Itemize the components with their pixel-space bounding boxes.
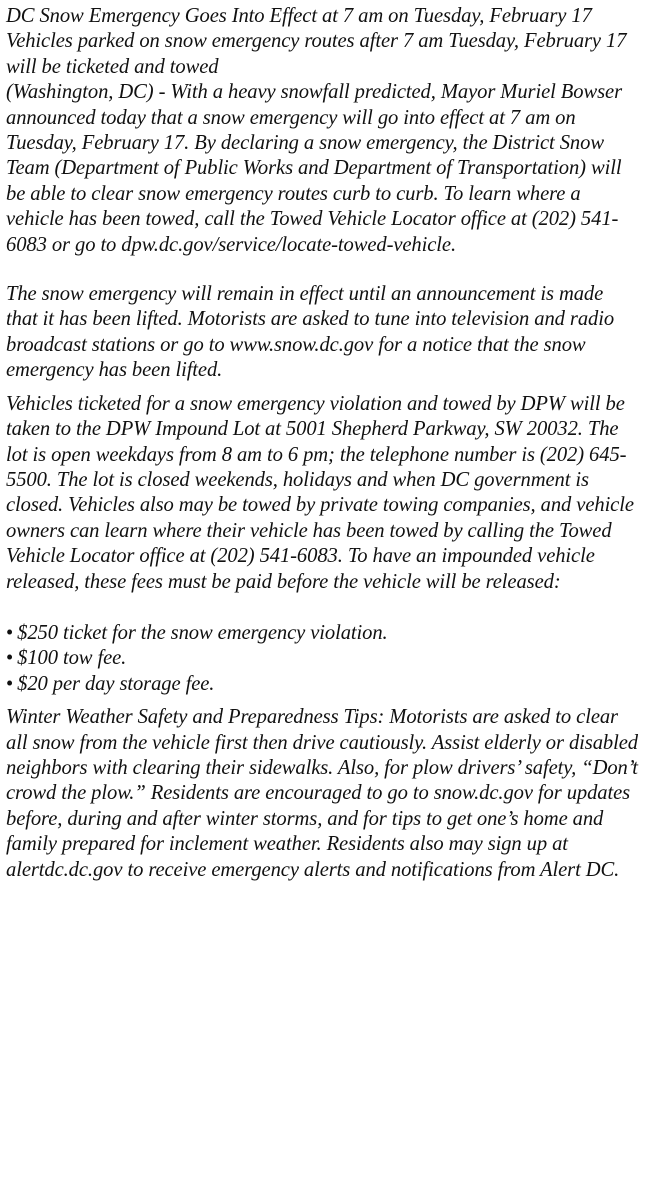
list-item xyxy=(6,621,638,646)
list-item xyxy=(6,672,638,697)
intro-paragraph: (Washington, DC) - With a heavy snowfall predicted, Mayor Muriel Bowser announced today that a snow emergency will go into effect at 7 am on Tuesday, February 17. By declaring a snow emergency, the District Snow Team (Department of Public Works and Department of Transportation) will be able to clear snow emergency routes curb to curb. To learn where a vehicle has been towed, call the Towed Vehicle Locator office at (202) 541-6083 or go to dpw.dc.gov/service/locate-towed-vehicle. xyxy=(6,81,622,256)
safety-tips-paragraph: Winter Weather Safety and Preparedness Tips: Motorists are asked to clear all snow from the vehicle first then drive cautiously. Assist elderly or disabled neighbors with clearing their sidewalks. Also, for plow drivers’ safety, “Don’t crowd the plow.” Residents are encouraged to go to snow.dc.gov for updates before, during and after winter storms, and for tips to get one’s home and family prepared for inclement weather. Residents also may sign up at alertdc.dc.gov to receive emergency alerts and notifications from Alert DC. xyxy=(6,706,638,881)
subheadline: Vehicles parked on snow emergency routes after 7 am Tuesday, February 17 will be ticketed and towed xyxy=(6,30,627,78)
impound-paragraph: Vehicles ticketed for a snow emergency violation and towed by DPW will be taken to the DPW Impound Lot at 5001 Shepherd Parkway, SW 20032. The lot is open weekdays from 8 am to 6 pm; the telephone number is (202) 645-5500. The lot is closed weekends, holidays and when DC government is closed. Vehicles also may be towed by private towing companies, and vehicle owners can learn where their vehicle has been towed by calling the Towed Vehicle Locator office at (202) 541-6083. To have an impounded vehicle released, these fees must be paid before the vehicle will be released: xyxy=(6,392,634,593)
bullet-icon: • xyxy=(6,647,14,670)
fee-tow-text: $100 tow fee. xyxy=(17,647,127,670)
fee-list xyxy=(6,621,638,697)
bullet-icon: • xyxy=(6,621,14,644)
list-item xyxy=(6,646,638,671)
fee-storage-text: $20 per day storage fee. xyxy=(17,672,215,695)
lifting-notice-paragraph: The snow emergency will remain in effect until an announcement is made that it has been lifted. Motorists are asked to tune into television and radio broadcast stations or go to www.snow.dc.gov for a notice that the snow emergency has been lifted. xyxy=(6,283,615,382)
headline: DC Snow Emergency Goes Into Effect at 7 am on Tuesday, February 17 xyxy=(6,5,592,27)
fee-ticket-text: $250 ticket for the snow emergency violation. xyxy=(17,621,388,644)
bullet-icon: • xyxy=(6,672,14,695)
